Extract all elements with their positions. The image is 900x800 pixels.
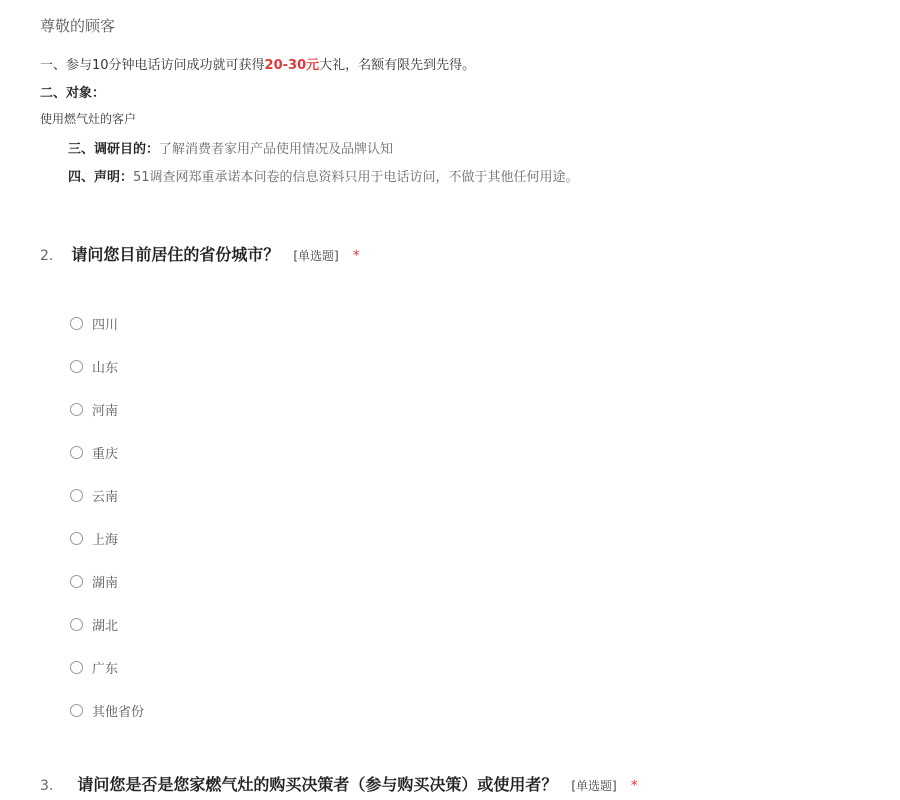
option-shanghai[interactable] [70, 528, 118, 548]
purpose-label: 三、调研目的： [68, 142, 160, 157]
option-label[interactable]: 广东 [92, 661, 119, 677]
question-type: [单选题] [293, 249, 339, 263]
option-henan[interactable] [70, 399, 118, 419]
option-yunnan[interactable] [70, 485, 118, 505]
radio-button[interactable] [70, 446, 83, 459]
option-hunan[interactable] [70, 571, 118, 591]
option-label[interactable]: 山东 [92, 360, 119, 376]
radio-button[interactable] [70, 360, 83, 373]
reward-text: 一、参与10分钟电话访问成功就可获得 [40, 58, 265, 73]
option-label[interactable]: 云南 [92, 489, 119, 505]
radio-button[interactable] [70, 317, 83, 330]
question-2-header [40, 242, 360, 265]
question-title: 请问您目前居住的省份城市？ [71, 245, 280, 264]
purpose-text: 了解消费者家用产品使用情况及品牌认知 [159, 142, 394, 157]
intro-line-reward [40, 54, 475, 73]
question-type: [单选题] [571, 779, 617, 793]
greeting-heading: 尊敬的顾客 [40, 17, 116, 35]
question-number: 3. [40, 778, 54, 794]
intro-line-purpose [68, 138, 393, 157]
reward-amount: 20-30元 [264, 58, 320, 73]
option-label[interactable]: 湖南 [92, 575, 119, 591]
intro-line-target [40, 82, 105, 101]
option-label[interactable]: 四川 [92, 317, 119, 333]
radio-button[interactable] [70, 575, 83, 588]
radio-button[interactable] [70, 661, 83, 674]
reward-suffix: 大礼，名额有限先到先得。 [319, 58, 476, 73]
option-label[interactable]: 上海 [92, 532, 119, 548]
option-hubei[interactable] [70, 614, 118, 634]
radio-button[interactable] [70, 704, 83, 717]
radio-button[interactable] [70, 403, 83, 416]
radio-button[interactable] [70, 489, 83, 502]
option-sichuan[interactable] [70, 313, 118, 333]
required-marker: * [352, 248, 360, 264]
required-marker: * [630, 778, 638, 794]
statement-label: 四、声明： [68, 170, 134, 185]
statement-text: 51调查网郑重承诺本问卷的信息资料只用于电话访问，不做于其他任何用途。 [133, 170, 579, 185]
intro-line-target-desc: 使用燃气灶的客户 [40, 112, 137, 126]
question-number: 2. [40, 248, 54, 264]
option-other-province[interactable] [70, 700, 144, 720]
target-label: 二、对象： [40, 86, 106, 101]
option-label[interactable]: 其他省份 [92, 704, 145, 720]
radio-button[interactable] [70, 532, 83, 545]
intro-line-statement [68, 166, 579, 185]
question-title: 请问您是否是您家燃气灶的购买决策者（参与购买决策）或使用者？ [77, 775, 558, 794]
option-label[interactable]: 河南 [92, 403, 119, 419]
option-label[interactable]: 湖北 [92, 618, 119, 634]
question-3-header [40, 772, 638, 795]
radio-button[interactable] [70, 618, 83, 631]
option-chongqing[interactable] [70, 442, 118, 462]
option-shandong[interactable] [70, 356, 118, 376]
option-guangdong[interactable] [70, 657, 118, 677]
option-label[interactable]: 重庆 [92, 446, 119, 462]
